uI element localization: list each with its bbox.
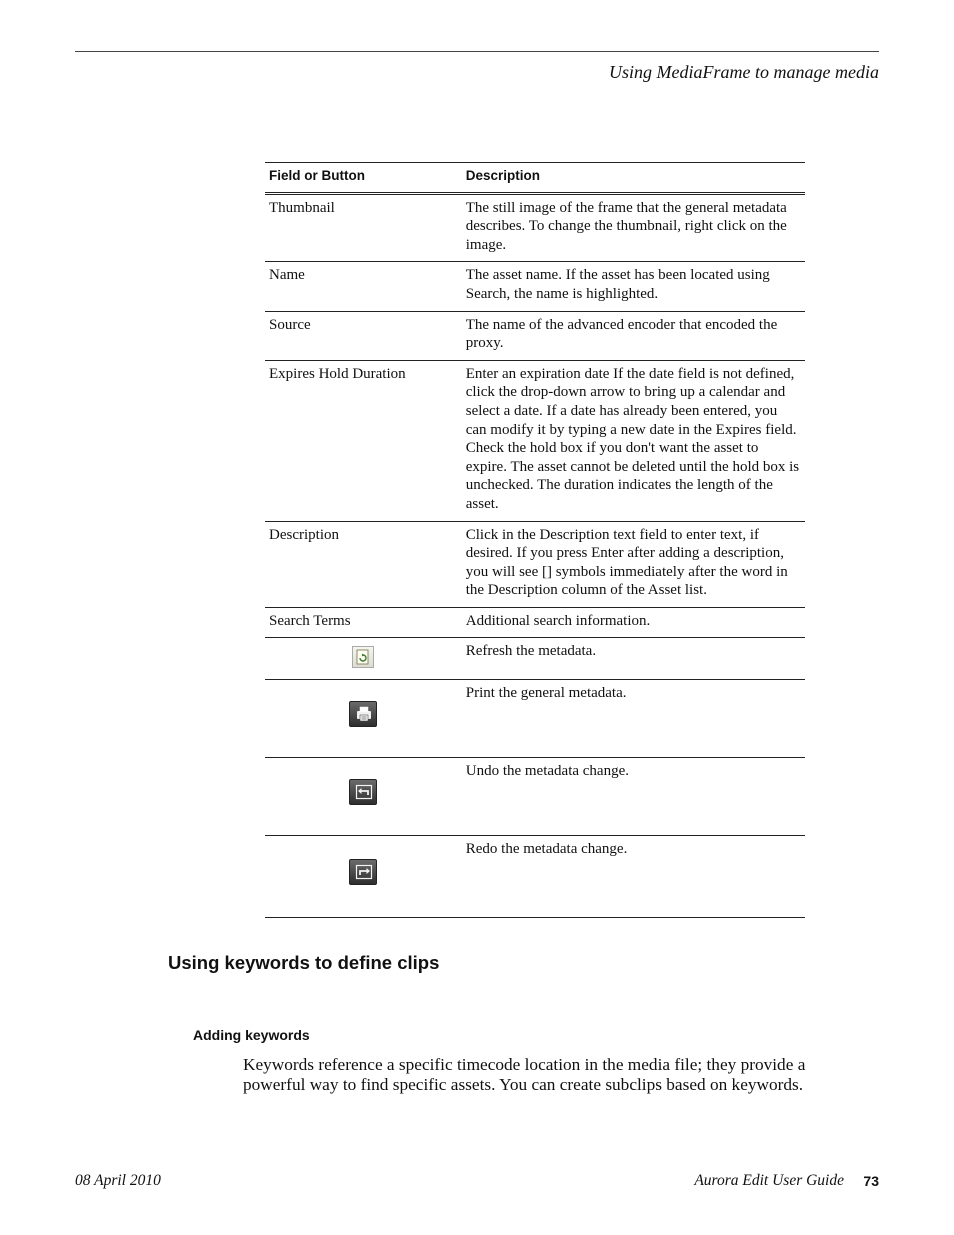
table-row-undo xyxy=(265,758,805,836)
field-name: Thumbnail xyxy=(265,193,462,262)
icon-description: Redo the metadata change. xyxy=(462,836,805,918)
body-paragraph: Keywords reference a specific timecode location in the media file; they provide a powerful way to find specific assets. You can create subclips based on keywords. xyxy=(243,1055,806,1094)
header-rule xyxy=(75,51,879,52)
icon-cell xyxy=(265,758,462,836)
column-header-field: Field or Button xyxy=(265,163,462,194)
field-name: Expires Hold Duration xyxy=(265,360,462,521)
table-row xyxy=(265,360,805,521)
field-description: The still image of the frame that the general metadata describes. To change the thumbnail, right click on the image. xyxy=(462,193,805,262)
field-description: Additional search information. xyxy=(462,607,805,638)
field-description: Enter an expiration date If the date field is not defined, click the drop-down arrow to bring up a calendar and select a date. If a date has already been entered, you can modify it by typing a new date in the Expires field. Check the hold box if you don't want the asset to expire. The asset cannot be deleted until the hold box is unchecked. The duration indicates the length of the asset. xyxy=(462,360,805,521)
table-row-refresh xyxy=(265,638,805,680)
refresh-icon xyxy=(352,646,374,668)
table-row xyxy=(265,262,805,311)
table-row xyxy=(265,193,805,262)
field-description: The name of the advanced encoder that encoded the proxy. xyxy=(462,311,805,360)
table-header-row xyxy=(265,163,805,194)
print-icon xyxy=(349,701,377,727)
redo-icon xyxy=(349,859,377,885)
icon-description: Print the general metadata. xyxy=(462,680,805,758)
table-row xyxy=(265,311,805,360)
icon-cell xyxy=(265,680,462,758)
icon-cell xyxy=(265,638,462,680)
icon-description: Undo the metadata change. xyxy=(462,758,805,836)
icon-description: Refresh the metadata. xyxy=(462,638,805,680)
table-row xyxy=(265,607,805,638)
field-description: Click in the Description text field to enter text, if desired. If you press Enter after adding a description, you will see [] symbols immediately after the word in the Description column of the Asset list. xyxy=(462,521,805,607)
footer-guide-title: Aurora Edit User Guide xyxy=(694,1172,844,1189)
subsection-heading: Adding keywords xyxy=(193,1027,310,1043)
field-name: Description xyxy=(265,521,462,607)
page-number: 73 xyxy=(863,1173,879,1189)
table-row xyxy=(265,521,805,607)
field-description: The asset name. If the asset has been located using Search, the name is highlighted. xyxy=(462,262,805,311)
table-row-redo xyxy=(265,836,805,918)
icon-cell xyxy=(265,836,462,918)
undo-icon xyxy=(349,779,377,805)
footer-date: 08 April 2010 xyxy=(75,1172,161,1189)
field-name: Name xyxy=(265,262,462,311)
field-description-table xyxy=(265,162,805,918)
field-name: Source xyxy=(265,311,462,360)
table-row-print xyxy=(265,680,805,758)
column-header-description: Description xyxy=(462,163,805,194)
section-heading: Using keywords to define clips xyxy=(168,952,440,973)
running-header: Using MediaFrame to manage media xyxy=(609,62,879,82)
field-name: Search Terms xyxy=(265,607,462,638)
